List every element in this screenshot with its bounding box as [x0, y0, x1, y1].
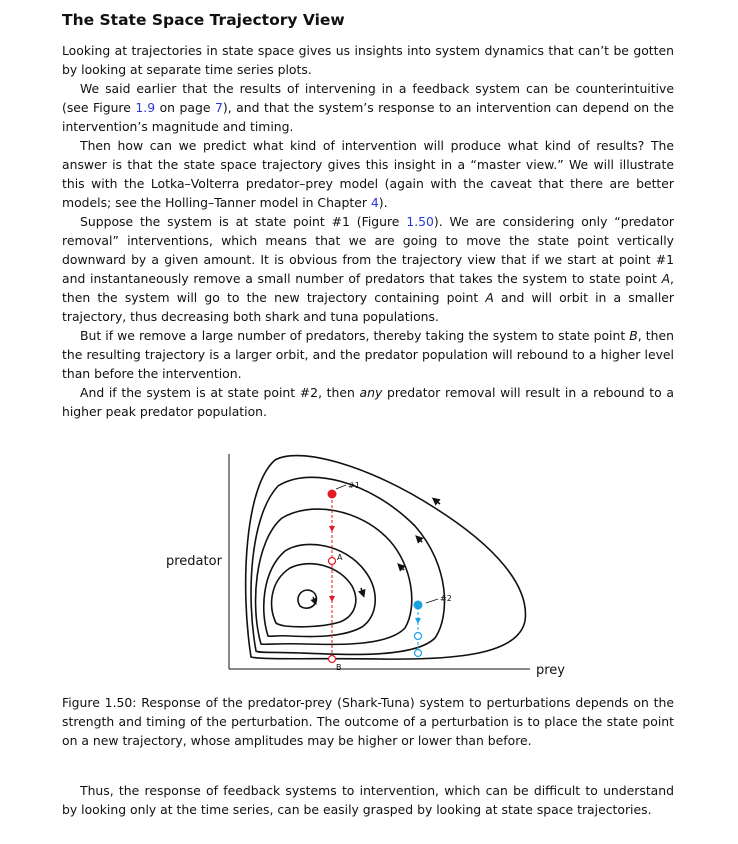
paragraph-1-text: Looking at trajectories in state space gives us insights into system dynamics that can’t be gotten by looking at separate time series plots. — [62, 43, 674, 77]
perturbation-arrow-1a — [329, 526, 335, 532]
orbit-4 — [264, 544, 375, 636]
paragraph-6 — [62, 383, 674, 421]
state-point-2-small — [415, 633, 422, 640]
paragraph-2-text-a: We said earlier that the results of intervening in a feedback system can be counterintuitive (see Figure — [62, 81, 674, 115]
section-title: The State Space Trajectory View — [62, 11, 345, 29]
paragraph-3-text-a: Then how can we predict what kind of intervention will produce what kind of results? The answer is that the state space trajectory gives this insight in a “master view.” We will illustrate this with the Lotka–Volterra predator–prey model (again with the caveat that there are better models; see the Holling–Tanner model in Chapter — [62, 138, 674, 210]
phase-portrait-svg — [150, 446, 570, 678]
state-point-a — [329, 558, 336, 565]
label-point-b: B — [336, 663, 342, 672]
figure-1-50-ref-link[interactable]: 1.50 — [406, 214, 434, 229]
point-a-ref: A — [661, 271, 671, 286]
flow-arrow-3 — [400, 566, 404, 570]
label-point-1: #1 — [348, 481, 360, 490]
x-axis-label: prey — [536, 663, 566, 678]
page-ref-link[interactable]: 7 — [214, 100, 223, 115]
orbit-5 — [272, 564, 356, 627]
flow-arrow-1 — [435, 500, 440, 504]
paragraph-2-text-c: ), and that the system’s response to an intervention can depend on the intervention’s magnitude and timing. — [62, 100, 674, 134]
orbit-outer — [246, 456, 526, 660]
flow-arrow-2 — [418, 538, 422, 542]
y-axis-label: predator — [166, 554, 222, 569]
state-point-b — [329, 656, 336, 663]
state-point-1 — [328, 490, 337, 499]
flow-arrow-5 — [313, 597, 315, 602]
closing-paragraph: Thus, the response of feedback systems to intervention, which can be difficult to understand by looking only at the time series, can be easily grasped by looking at state space trajectories. — [62, 783, 674, 817]
orbit-2 — [251, 477, 444, 654]
paragraph-4-text-b: ). We are considering only “predator removal” interventions, which means that we are going to move the state point vertically downward by a given amount. It is obvious from the trajectory view that if we start at point #1 and instantaneously remove a small number of predators that takes the system to state point — [62, 214, 675, 286]
chapter-ref-link[interactable]: 4 — [370, 195, 379, 210]
state-point-2-large — [415, 650, 422, 657]
leader-2 — [426, 599, 438, 603]
paragraph-4-text-c: , then the system will go to the new trajectory containing point — [62, 271, 674, 305]
perturbation-arrow-2 — [415, 618, 421, 624]
state-point-2 — [414, 601, 423, 610]
point-a-ref-2: A — [485, 290, 494, 305]
emphasis-any: any — [359, 385, 383, 400]
paragraph-2-text-b: on page — [155, 100, 215, 115]
paragraph-4-text-a: Suppose the system is at state point #1 (Figure — [80, 214, 407, 229]
page-body — [62, 10, 674, 421]
perturbation-arrow-1b — [329, 596, 335, 602]
paragraph-6-text-a: And if the system is at state point #2, then — [80, 385, 360, 400]
paragraph-5-text-a: But if we remove a large number of predators, thereby taking the system to state point — [80, 328, 630, 343]
leader-1 — [336, 485, 346, 489]
paragraph-5-text-b: , then the resulting trajectory is a larger orbit, and the predator population will rebound to a higher level than before the intervention. — [62, 328, 674, 381]
paragraph-2 — [62, 79, 674, 136]
flow-arrow-4 — [361, 588, 363, 594]
paragraph-3-text-b: ). — [378, 195, 388, 210]
figure-ref-link[interactable]: 1.9 — [135, 100, 156, 115]
figure-1-50 — [150, 446, 570, 678]
paragraph-4 — [62, 212, 674, 326]
point-b-ref: B — [629, 328, 638, 343]
figure-caption: Figure 1.50: Response of the predator-prey (Shark-Tuna) system to perturbations depends on the strength and timing of the perturbation. The outcome of a perturbation is to place the state point on a new trajectory, whose amplitudes may be higher or lower than before. — [62, 695, 674, 748]
paragraph-5 — [62, 326, 674, 383]
paragraph-4-text-d: and will orbit in a smaller trajectory, thus decreasing both shark and tuna populations. — [62, 290, 674, 324]
paragraph-3 — [62, 136, 674, 212]
paragraph-1 — [62, 41, 674, 79]
label-point-a: A — [337, 553, 343, 562]
label-point-2: #2 — [440, 594, 452, 603]
paragraph-6-text-b: predator removal will result in a rebound to a higher peak predator population. — [62, 385, 674, 419]
